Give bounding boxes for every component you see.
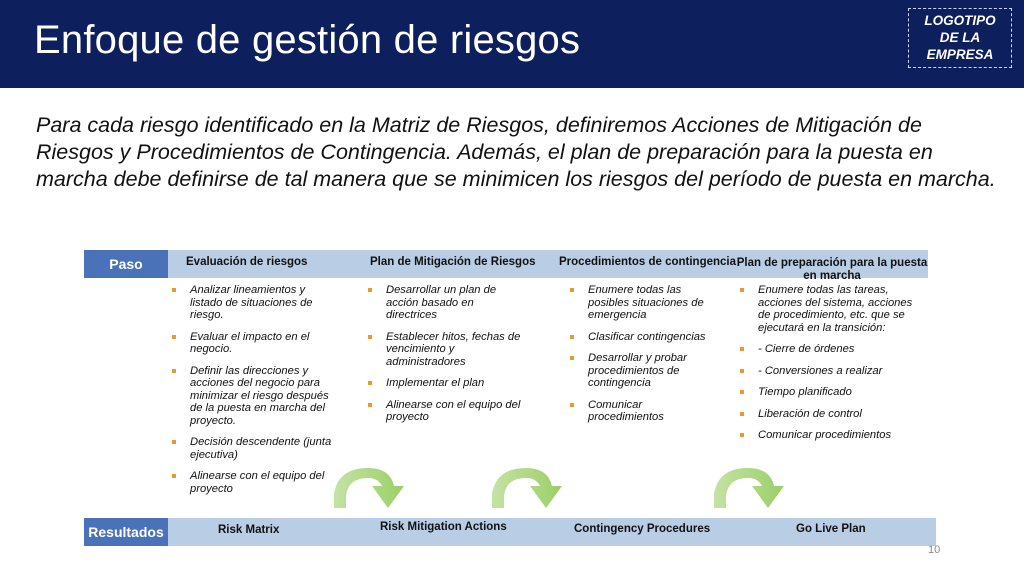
- list-item: Enumere todas las tareas, acciones del sistema, acciones de procedimiento, etc. que se ejecutará en la transición:: [738, 284, 924, 334]
- list-item: Liberación de control: [738, 408, 924, 421]
- curved-arrow-icon: [712, 464, 788, 510]
- curved-arrow-icon: [332, 464, 408, 510]
- list-item: Implementar el plan: [366, 377, 524, 390]
- result-mitigation-actions: Risk Mitigation Actions: [380, 521, 507, 533]
- list-item: Evaluar el impacto en el negocio.: [170, 331, 338, 356]
- logo-line: EMPRESA: [926, 47, 994, 62]
- list-item: Alinearse con el equipo del proyecto: [170, 470, 338, 495]
- company-logo-placeholder: [908, 8, 1012, 68]
- logo-line: LOGOTIPO: [924, 13, 996, 28]
- list-item: Desarrollar un plan de acción basado en directrices: [366, 284, 524, 322]
- list-item: Comunicar procedimientos: [738, 429, 924, 442]
- list-item: Establecer hitos, fechas de vencimiento y administradores: [366, 331, 524, 369]
- list-item: Clasificar contingencias: [568, 331, 718, 344]
- intro-paragraph: Para cada riesgo identificado en la Matriz de Riesgos, definiremos Acciones de Mitigación de Riesgos y Procedimientos de Contingencia. Además, el plan de preparación para la puesta en marcha debe definirse de tal manera que se minimicen los riesgos del período de puesta en marcha.: [36, 113, 996, 191]
- curved-arrow-icon: [490, 464, 566, 510]
- list-item: Alinearse con el equipo del proyecto: [366, 399, 524, 424]
- result-risk-matrix: Risk Matrix: [218, 524, 280, 536]
- title-bar: [0, 0, 1024, 88]
- list-item: Definir las direcciones y acciones del negocio para minimizar el riesgo después de la puesta en marcha del proyecto.: [170, 365, 338, 428]
- mitigation-plan-list: [366, 284, 524, 433]
- list-item: Comunicar procedimientos: [568, 399, 718, 424]
- page-number: 10: [928, 544, 941, 556]
- list-item: - Conversiones a realizar: [738, 365, 924, 378]
- column-heading-go-live-plan: Plan de preparación para la puesta en marcha: [736, 257, 928, 282]
- logo-line: DE LA: [939, 30, 981, 45]
- column-heading-risk-assessment: Evaluación de riesgos: [186, 256, 308, 268]
- column-heading-mitigation-plan: Plan de Mitigación de Riesgos: [370, 256, 536, 268]
- list-item: Analizar lineamientos y listado de situaciones de riesgo.: [170, 284, 338, 322]
- column-heading-contingency: Procedimientos de contingencia: [559, 256, 737, 268]
- slide-title: Enfoque de gestión de riesgos: [34, 18, 581, 62]
- list-item: - Cierre de órdenes: [738, 343, 924, 356]
- contingency-list: [568, 284, 718, 433]
- list-item: Desarrollar y probar procedimientos de contingencia: [568, 352, 718, 390]
- results-label: Resultados: [84, 518, 168, 546]
- result-go-live-plan: Go Live Plan: [796, 523, 866, 535]
- result-contingency-procedures: Contingency Procedures: [574, 523, 711, 535]
- go-live-plan-list: [738, 284, 924, 451]
- risk-assessment-list: [170, 284, 338, 504]
- list-item: Tiempo planificado: [738, 386, 924, 399]
- step-label: Paso: [84, 250, 168, 278]
- list-item: Decisión descendente (junta ejecutiva): [170, 436, 338, 461]
- list-item: Enumere todas las posibles situaciones de emergencia: [568, 284, 718, 322]
